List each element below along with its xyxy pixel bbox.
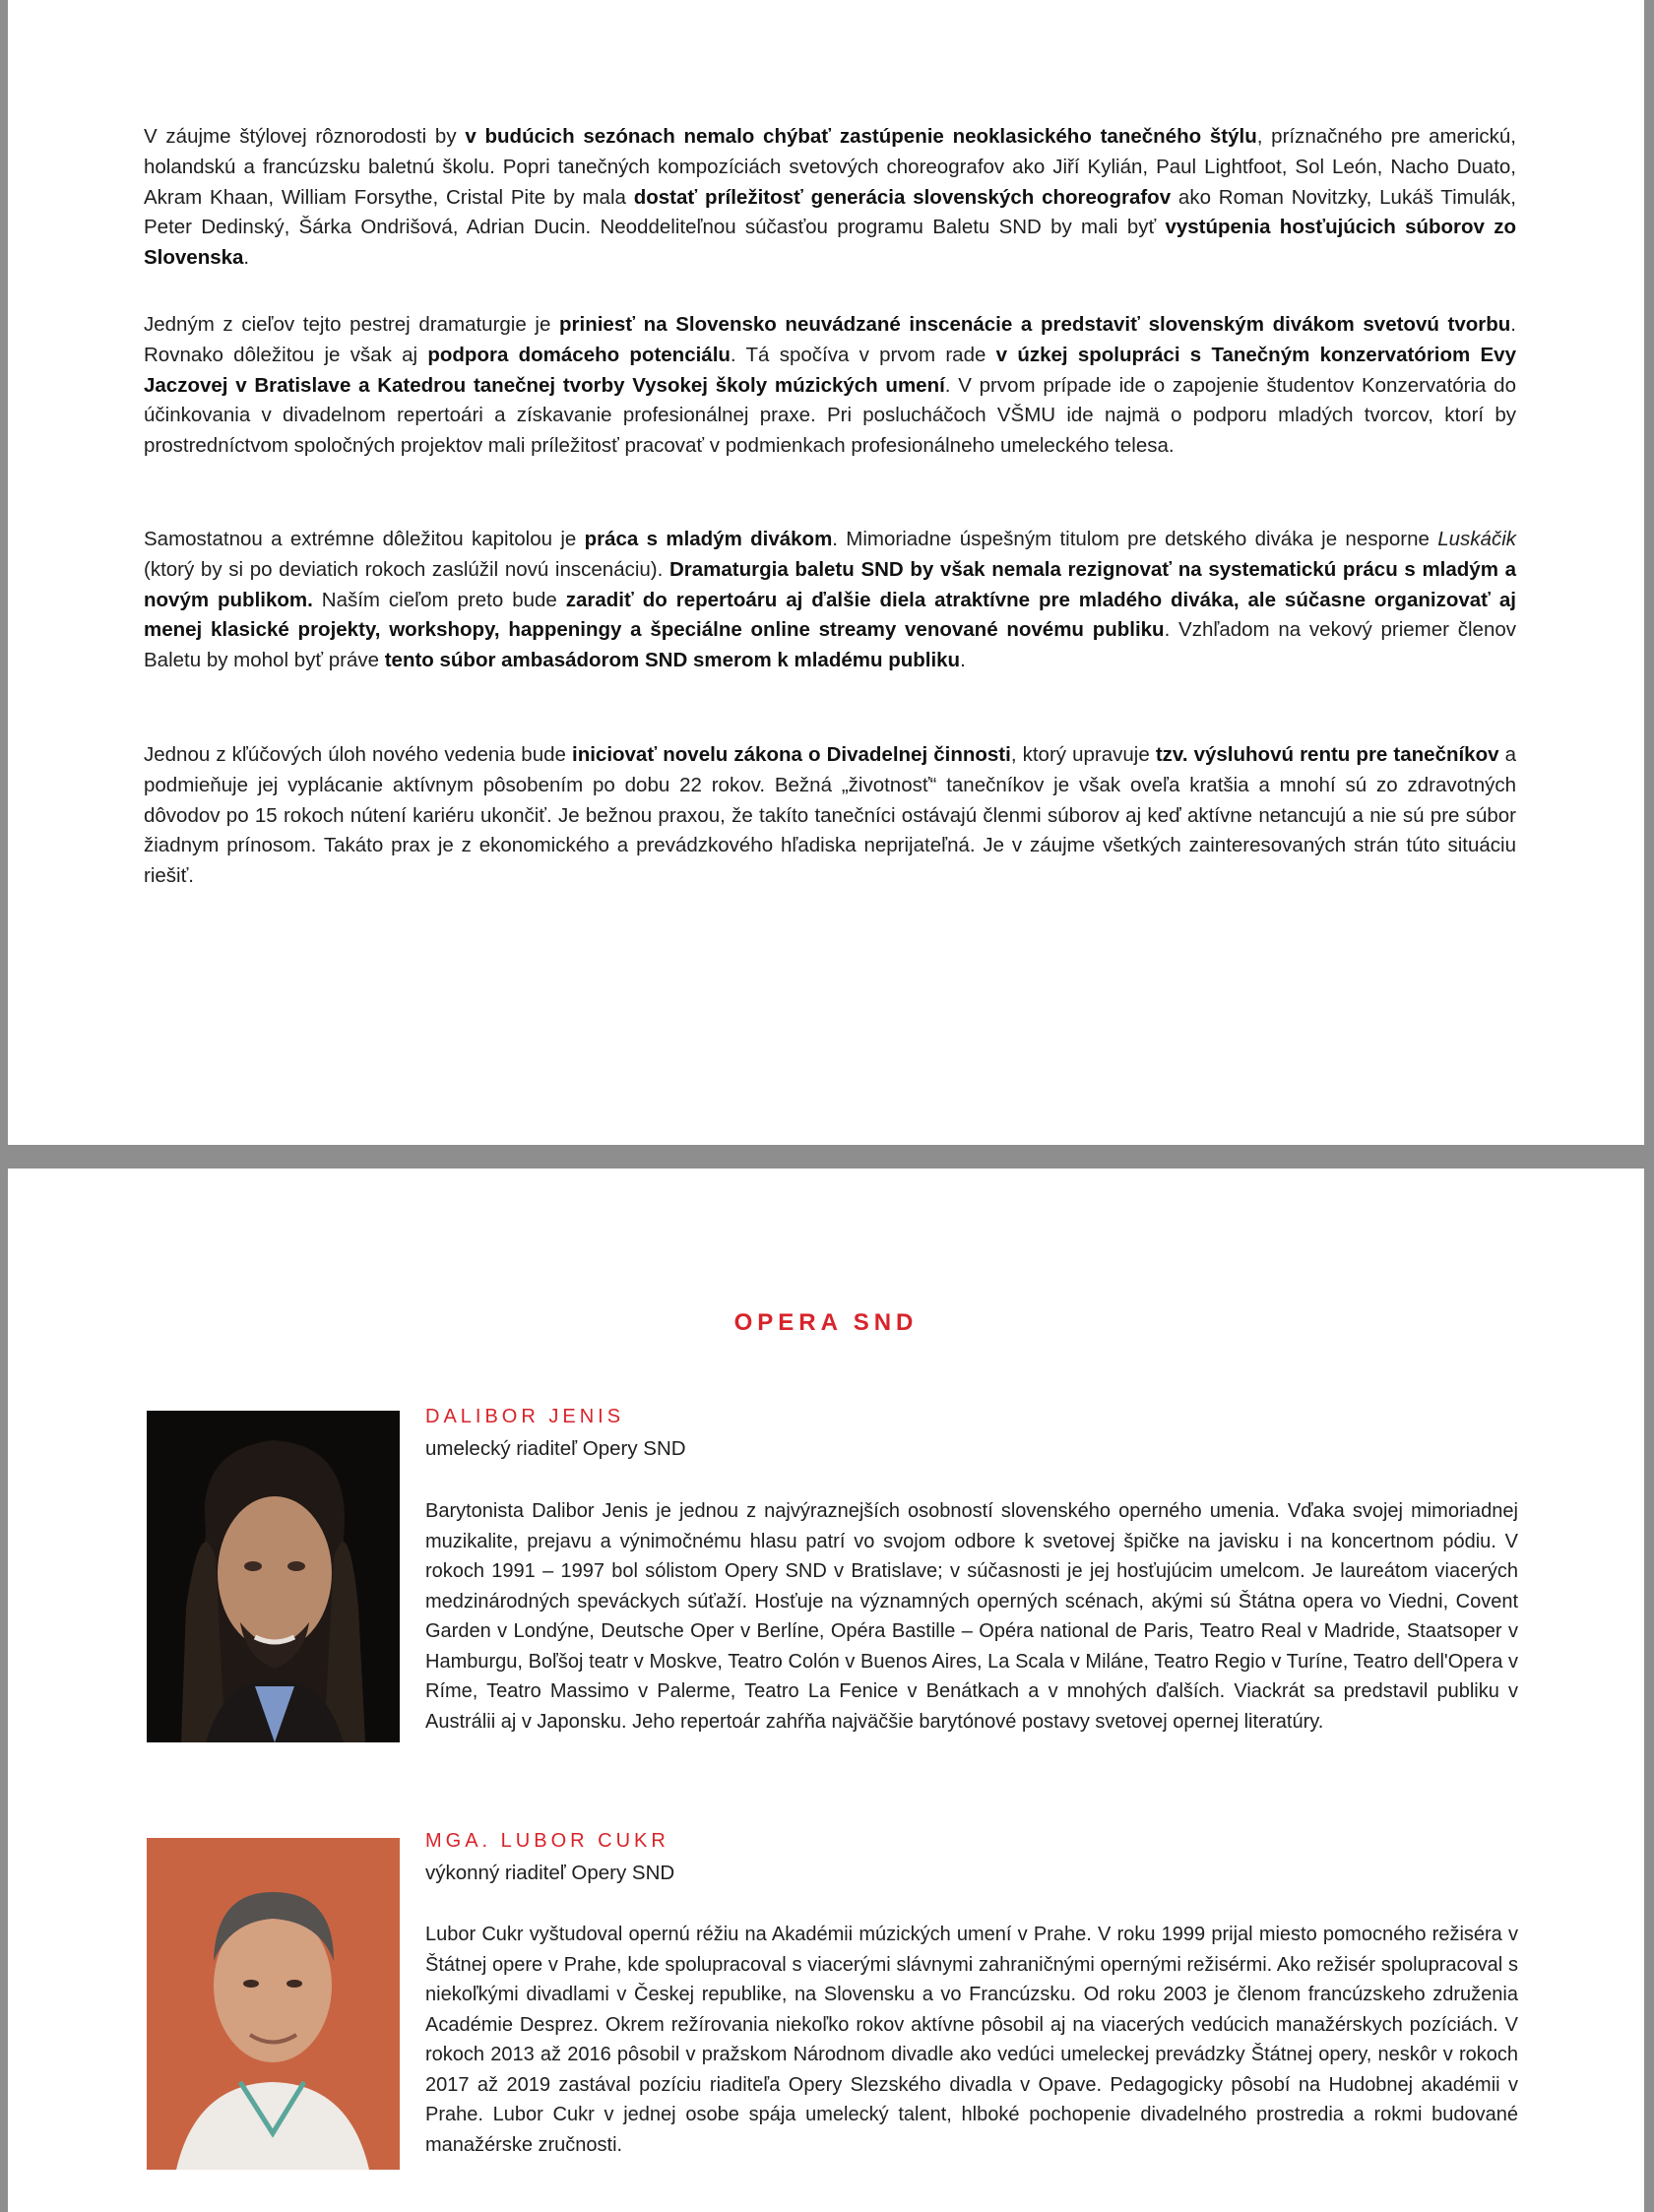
paragraph-2 [144,310,1516,462]
section-title: OPERA SND [733,1309,919,1336]
person-role-2: výkonný riaditeľ Opery SND [425,1862,675,1884]
text-run: Jednou z kľúčových úloh nového vedenia bude [144,743,572,766]
paragraph-3 [144,525,1516,676]
lubor-cukr-photo [147,1838,400,2170]
paragraph-4 [144,740,1516,892]
text-run: ako Roman Novitzky, Lukáš Timulák, Peter Dedinský, Šárka Ondrišová, Adrian Ducin. Neoddeliteľnou súčasťou programu Baletu SND by mali byť [144,185,1516,239]
text-run: (ktorý by si po deviatich rokoch zaslúžil novú inscenáciu). [144,557,669,581]
person-name-2: MGA. LUBOR CUKR [425,1830,669,1852]
text-run: . Mimoriadne úspešným titulom pre detského diváka je nesporne [832,528,1438,550]
text-run: iniciovať novelu zákona o Divadelnej činnosti [572,743,1011,766]
text-run: podpora domáceho potenciálu [427,343,731,366]
person-name-1: DALIBOR JENIS [425,1406,625,1427]
dalibor-jenis-photo [147,1411,400,1742]
text-run: Samostatnou a extrémne dôležitou kapitolou je [144,528,585,550]
text-run: . [960,649,966,672]
text-run: tento súbor ambasádorom SND smerom k mladému publiku [384,649,961,672]
text-run: vystúpenia hosťujúcich súborov zo Slovenska [144,216,1516,270]
text-run: tzv. výsluhovú rentu pre tanečníkov [1155,743,1499,766]
person-bio-2: Lubor Cukr vyštudoval opernú réžiu na Akadémii múzických umení v Prahe. V roku 1999 prijal miesto pomocného režiséra v Štátnej opere v Prahe, kde spolupracoval s viacerými slávnymi zahraničnými opernými režisérmi. Ako režisér spolupracoval s niekoľkými divadlami v Českej republike, na Slovensku a vo Francúzsku. Od roku 2003 je členom francúzskeho združenia Académie Desprez. Okrem režírovania niekoľko rokov aktívne pôsobil aj na viacerých vedúcich manažérskych pozíciách. V rokoch 2013 až 2016 pôsobil v pražskom Národnom divadle ako vedúci umeleckej prevádzky Štátnej opery, neskôr v rokoch 2017 až 2019 zastával pozíciu riaditeľa Opery Slezského divadla v Opave. Pedagogicky pôsobí na Hudobnej akadémii v Prahe. Lubor Cukr v jednej osobe spája umelecký talent, hlboké pochopenie divadelného prostredia a rokmi budované manažérske zručnosti. [425,1924,1518,2156]
text-run: zaradiť do repertoáru aj ďalšie diela atraktívne pre mladého diváka, ale súčasne organizovať aj menej klasické projekty, workshopy, happeningy a špeciálne online streamy venované novému publiku [144,588,1516,642]
text-run: Luskáčik [1437,528,1516,550]
text-run: a podmieňuje jej vyplácanie aktívnym pôsobením po dobu 22 rokov. Bežná „životnosť“ tanečníkov je však oveľa kratšia a mnohí sú zo zdravotných dôvodov po 15 rokoch nútení kariéru ukončiť. Je bežnou praxou, že takíto tanečníci ostávajú členmi súborov aj keď aktívne netancujú a nie sú pre súbor žiadnym prínosom. Takáto prax je z ekonomického a prevádzkového hľadiska neprijateľná. Je v záujme všetkých zainteresovaných strán túto situáciu riešiť. [144,743,1517,888]
text-run: Jedným z cieľov tejto pestrej dramaturgie je [144,313,559,336]
text-run: v úzkej spolupráci s Tanečným konzervatóriom Evy Jaczovej v Bratislave a Katedrou tanečnej tvorby Vysokej školy múzických umení [144,343,1516,397]
text-run: . Tá spočíva v prvom rade [730,343,996,366]
text-run: . Vzhľadom na vekový priemer členov Baletu by mohol byť práve [144,618,1516,672]
document-page-1 [8,0,1644,1145]
person-bio-1: Barytonista Dalibor Jenis je jednou z najvýraznejších osobností slovenského operného umenia. Vďaka svojej mimoriadnej muzikalite, prejavu a výnimočnému hlasu patrí vo svojom odbore k svetovej špičke na javisku i na koncertnom pódiu. V rokoch 1991 – 1997 bol sólistom Opery SND v Bratislave; v súčasnosti je jej hosťujúcim umelcom. Je laureátom viacerých medzinárodných speváckych súťaží. Hosťuje na významných operných scénach, akými sú Štátna opera vo Viedni, Covent Garden v Londýne, Deutsche Oper v Berlíne, Opéra Bastille – Opéra national de Paris, Teatro Real v Madride, Staatsoper v Hamburgu, Boľšoj teatr v Moskve, Teatro Colón v Buenos Aires, La Scala v Miláne, Teatro Regio v Turíne, Teatro dell'Opera v Ríme, Teatro Massimo v Palerme, Teatro La Fenice v Benátkach a v mnohých ďalších. Viackrát sa predstavil publiku v Austrálii aj v Japonsku. Jeho repertoár zahŕňa najväčšie barytónové postavy svetovej opernej literatúry. [425,1500,1518,1733]
text-run: v budúcich sezónach nemalo chýbať zastúpenie neoklasického tanečného štýlu [465,125,1257,148]
text-run: . V prvom prípade ide o zapojenie študentov Konzervatória do účinkovania v divadelnom repertoári a získavanie profesionálnej praxe. Pri poslucháčoch VŠMU ide najmä o podporu mladých tvorcov, ktorí by prostredníctvom spoločných projektov mali príležitosť pracovať v podmienkach profesionálneho umeleckého telesa. [144,373,1516,458]
text-run: V záujme štýlovej rôznorodosti by [144,125,466,148]
text-run: , ktorý upravuje [1010,743,1156,766]
document-page-2 [8,1169,1644,2212]
text-run: . Rovnako dôležitou je však aj [144,313,1516,366]
text-run: . [243,246,250,270]
text-run: dostať príležitosť generácia slovenských choreografov [633,185,1172,209]
person-role-1: umelecký riaditeľ Opery SND [425,1437,686,1460]
text-run: priniesť na Slovensko neuvádzané inscenácie a predstaviť slovenským divákom svetovú tvorbu [559,313,1511,336]
text-run: Dramaturgia baletu SND by však nemala rezignovať na systematickú prácu s mladým a novým publikom. [144,557,1516,611]
text-run: Naším cieľom preto bude [312,588,566,611]
paragraph-1 [144,122,1516,274]
text-run: , príznačného pre americkú, holandskú a francúzsku baletnú školu. Popri tanečných kompozíciách svetových choreografov ako Jiří Kylián, Paul Lightfoot, Sol León, Nacho Duato, Akram Khaan, William Forsythe, Cristal Pite by mala [144,125,1516,209]
text-run: práca s mladým divákom [584,528,833,550]
